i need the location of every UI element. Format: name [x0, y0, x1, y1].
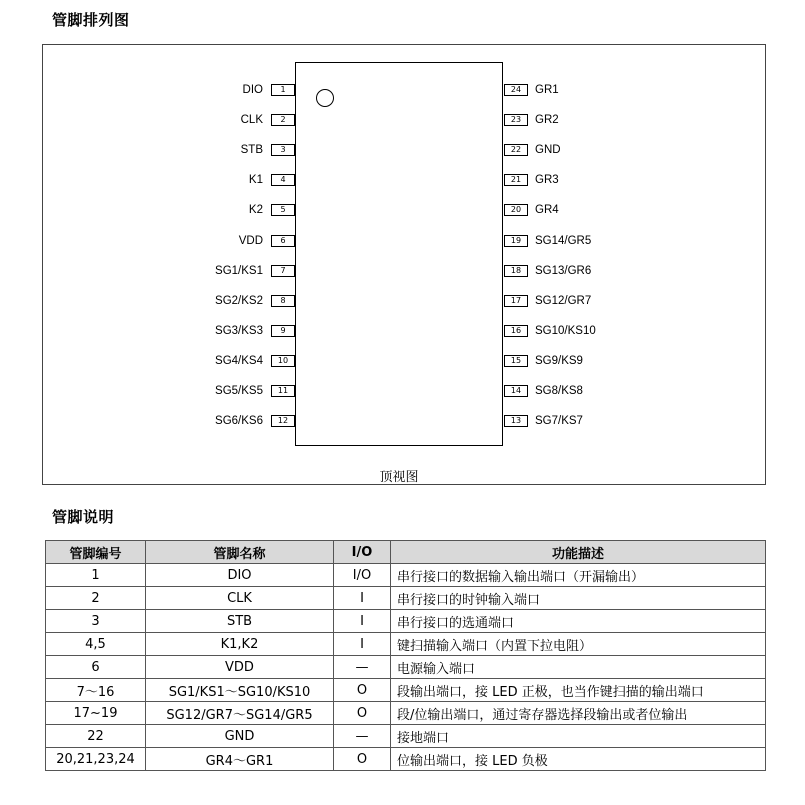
- pin-number-24: 24: [504, 84, 528, 96]
- pin-label-16: SG10/KS10: [535, 325, 596, 337]
- header-function: 功能描述: [391, 541, 766, 564]
- pin-number-22: 22: [504, 144, 528, 156]
- pin-number-6: 6: [271, 235, 295, 247]
- table-row: [46, 633, 766, 656]
- cell-function: 串行接口的时钟输入端口: [391, 587, 766, 610]
- pin-label-6: VDD: [238, 235, 263, 247]
- cell-pin-name: DIO: [146, 564, 334, 587]
- cell-io: O: [334, 748, 391, 771]
- table-row: [46, 748, 766, 771]
- cell-pin-name: K1,K2: [146, 633, 334, 656]
- pin-label-2: CLK: [240, 114, 263, 126]
- pin-label-22: GND: [535, 144, 561, 156]
- header-pin-name: 管脚名称: [146, 541, 334, 564]
- pin-number-12: 12: [271, 415, 295, 427]
- table-row: [46, 725, 766, 748]
- table-row: [46, 702, 766, 725]
- pin1-marker: [316, 89, 334, 107]
- cell-function: 位输出端口，接 LED 负极: [391, 748, 766, 771]
- chip-body: [295, 62, 503, 446]
- pin-label-4: K1: [248, 174, 263, 186]
- pin-number-18: 18: [504, 265, 528, 277]
- pin-number-17: 17: [504, 295, 528, 307]
- pin-number-10: 10: [271, 355, 295, 367]
- pin-label-21: GR3: [535, 174, 559, 186]
- cell-io: O: [334, 679, 391, 702]
- cell-pin-number: 22: [46, 725, 146, 748]
- cell-pin-number: 4,5: [46, 633, 146, 656]
- cell-function: 串行接口的数据输入输出端口（开漏输出）: [391, 564, 766, 587]
- pin-number-23: 23: [504, 114, 528, 126]
- pin-description-heading: 管脚说明: [52, 508, 115, 526]
- cell-io: O: [334, 702, 391, 725]
- cell-pin-name: GR4～GR1: [146, 748, 334, 771]
- pin-label-8: SG2/KS2: [215, 295, 263, 307]
- table-row: [46, 587, 766, 610]
- cell-io: —: [334, 656, 391, 679]
- cell-pin-name: STB: [146, 610, 334, 633]
- cell-function: 串行接口的选通端口: [391, 610, 766, 633]
- pin-label-15: SG9/KS9: [535, 355, 583, 367]
- pin-arrangement-heading: 管脚排列图: [52, 11, 130, 29]
- pin-number-19: 19: [504, 235, 528, 247]
- pin-number-8: 8: [271, 295, 295, 307]
- pin-label-5: K2: [248, 204, 263, 216]
- cell-pin-name: GND: [146, 725, 334, 748]
- pin-label-17: SG12/GR7: [535, 295, 592, 307]
- cell-io: I: [334, 633, 391, 656]
- pin-label-13: SG7/KS7: [535, 415, 583, 427]
- pin-number-5: 5: [271, 204, 295, 216]
- table-row: [46, 564, 766, 587]
- table-row: [46, 679, 766, 702]
- pin-label-20: GR4: [535, 204, 559, 216]
- cell-pin-name: SG1/KS1～SG10/KS10: [146, 679, 334, 702]
- cell-pin-number: 7～16: [46, 679, 146, 702]
- cell-function: 接地端口: [391, 725, 766, 748]
- cell-function: 段/位输出端口，通过寄存器选择段输出或者位输出: [391, 702, 766, 725]
- pin-number-7: 7: [271, 265, 295, 277]
- pin-number-20: 20: [504, 204, 528, 216]
- pin-number-4: 4: [271, 174, 295, 186]
- cell-pin-number: 17~19: [46, 702, 146, 725]
- pin-label-14: SG8/KS8: [535, 385, 583, 397]
- cell-pin-number: 2: [46, 587, 146, 610]
- cell-function: 键扫描输入端口（内置下拉电阻）: [391, 633, 766, 656]
- cell-pin-number: 6: [46, 656, 146, 679]
- cell-function: 电源输入端口: [391, 656, 766, 679]
- top-view-caption: 顶视图: [379, 470, 419, 485]
- cell-function: 段输出端口，接 LED 正极，也当作键扫描的输出端口: [391, 679, 766, 702]
- pin-number-21: 21: [504, 174, 528, 186]
- pin-label-9: SG3/KS3: [215, 325, 263, 337]
- table-row: [46, 656, 766, 679]
- cell-pin-number: 20,21,23,24: [46, 748, 146, 771]
- cell-io: I: [334, 587, 391, 610]
- pin-label-23: GR2: [535, 114, 559, 126]
- table-header-row: [46, 541, 766, 564]
- header-pin-number: 管脚编号: [46, 541, 146, 564]
- pin-label-12: SG6/KS6: [215, 415, 263, 427]
- table-row: [46, 610, 766, 633]
- header-io: I/O: [334, 541, 391, 564]
- pin-number-9: 9: [271, 325, 295, 337]
- pin-number-2: 2: [271, 114, 295, 126]
- cell-pin-name: CLK: [146, 587, 334, 610]
- cell-io: —: [334, 725, 391, 748]
- pin-number-11: 11: [271, 385, 295, 397]
- pin-description-table: [45, 540, 766, 771]
- pin-label-3: STB: [240, 144, 263, 156]
- pin-label-1: DIO: [242, 84, 263, 96]
- pin-label-18: SG13/GR6: [535, 265, 592, 277]
- pin-label-10: SG4/KS4: [215, 355, 263, 367]
- pin-number-3: 3: [271, 144, 295, 156]
- pin-number-15: 15: [504, 355, 528, 367]
- cell-pin-number: 3: [46, 610, 146, 633]
- pin-label-11: SG5/KS5: [215, 385, 263, 397]
- pin-number-16: 16: [504, 325, 528, 337]
- cell-io: I/O: [334, 564, 391, 587]
- cell-pin-number: 1: [46, 564, 146, 587]
- cell-pin-name: VDD: [146, 656, 334, 679]
- pin-number-14: 14: [504, 385, 528, 397]
- pin-label-24: GR1: [535, 84, 559, 96]
- cell-io: I: [334, 610, 391, 633]
- pin-number-13: 13: [504, 415, 528, 427]
- pin-number-1: 1: [271, 84, 295, 96]
- pin-label-19: SG14/GR5: [535, 235, 592, 247]
- pin-label-7: SG1/KS1: [215, 265, 263, 277]
- cell-pin-name: SG12/GR7～SG14/GR5: [146, 702, 334, 725]
